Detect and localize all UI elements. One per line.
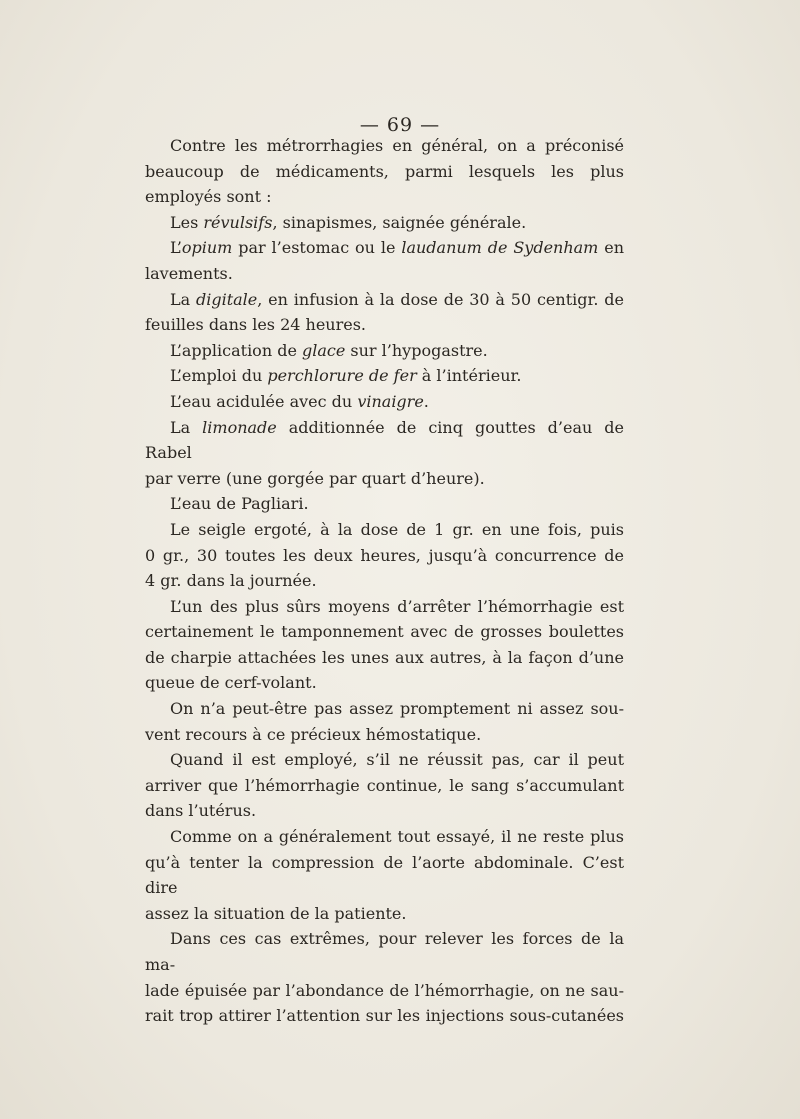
text-run: , en infusion à la dose de 30 à 50 centigr. de [257,289,624,309]
text-run: La [170,417,203,437]
text-line [145,850,624,901]
text-run: On n’a peut-être pas assez promptement ni assez sou- [170,699,624,719]
text-line [145,133,624,159]
italic-term: vinaigre [357,391,424,411]
text-line [145,312,624,338]
text-run: queue de cerf-volant. [145,673,317,693]
text-line [145,184,624,210]
text-run: Dans ces cas extrêmes, pour relever les forces de la ma- [145,929,624,974]
text-run: Les [170,212,204,232]
italic-term: limonade [202,417,277,437]
text-run: sur l’hypogastre. [345,340,488,360]
text-run: assez la situation de la patiente. [145,903,407,923]
text-line [145,235,624,261]
text-run: certainement le tamponnement avec de grosses boulettes [145,622,624,642]
text-line [145,978,624,1004]
text-run: de charpie attachées les unes aux autres, à la façon d’une [145,647,624,667]
text-line [145,594,624,620]
text-run: 0 gr., 30 toutes les deux heures, jusqu’à concurrence de [145,545,624,565]
text-run: à l’intérieur. [416,366,522,386]
text-line [145,722,624,748]
text-run: additionnée de cinq gouttes d’eau de Rabel [145,417,625,463]
page-number: — 69 — [359,114,441,136]
text-run: lade épuisée par l’abondance de l’hémorrhagie, on ne sau- [145,980,624,1000]
text-line [145,645,624,671]
text-run: lavements. [145,263,233,283]
text-line [145,619,624,645]
text-run: Comme on a généralement tout essayé, il ne reste plus [170,827,624,847]
text-line [145,287,624,313]
text-run: arriver que l’hémorrhagie continue, le sang s’accumulant [145,775,624,795]
text-line [145,363,624,389]
text-line [145,901,624,927]
text-run: par l’estomac ou le [232,238,402,258]
body-text [145,133,624,1029]
italic-term: perchlorure de fer [267,366,417,386]
text-line [145,338,624,364]
text-run: dans l’utérus. [145,801,257,821]
text-line [145,773,624,799]
text-run: L’emploi du [170,366,268,386]
text-run: feuilles dans les 24 heures. [145,315,367,335]
text-line [145,543,624,569]
text-line [145,824,624,850]
text-line [145,568,624,594]
text-run: , sinapismes, saignée générale. [272,212,527,232]
italic-term: révulsifs [203,212,273,232]
italic-term: laudanum de Sydenham [401,238,599,258]
text-line [145,798,624,824]
italic-term: opium [181,238,233,258]
text-line [145,1003,624,1029]
text-run: 4 gr. dans la journée. [145,571,317,591]
text-run: Quand il est employé, s’il ne réussit pas, car il peut [170,750,624,770]
text-line [145,747,624,773]
text-run: vent recours à ce précieux hémostatique. [145,724,482,744]
text-run: L’eau acidulée avec du [170,391,358,411]
text-line [145,210,624,236]
text-run: . [423,391,429,411]
text-run: La [170,289,196,309]
text-run: Contre les métrorrhagies en général, on a préconisé [170,136,624,155]
text-run: employés sont : [145,187,272,207]
text-line [145,159,624,185]
text-line [145,466,624,492]
text-line [145,415,624,466]
text-run: qu’à tenter la compression de l’aorte abdominale. C’est dire [145,852,624,898]
text-line [145,389,624,415]
text-run: par verre (une gorgée par quart d’heure). [145,468,485,488]
text-run: Le seigle ergoté, à la dose de 1 gr. en une fois, puis [170,519,624,539]
text-run: L’application de [170,340,302,360]
text-run: rait trop attirer l’attention sur les injections sous-cutanées [145,1006,624,1026]
italic-term: glace [302,340,346,360]
text-run: L’un des plus sûrs moyens d’arrêter l’hémorrhagie est [170,596,624,616]
text-run: beaucoup de médicaments, parmi lesquels les plus [145,161,624,181]
text-run: L’eau de Pagliari. [170,494,309,514]
text-line [145,670,624,696]
italic-term: digitale [195,289,258,309]
text-line [145,261,624,287]
text-line [145,926,624,977]
text-line [145,491,624,517]
text-line [145,517,624,543]
text-line [145,696,624,722]
text-run: L’ [170,238,182,258]
text-run: en [598,238,625,258]
